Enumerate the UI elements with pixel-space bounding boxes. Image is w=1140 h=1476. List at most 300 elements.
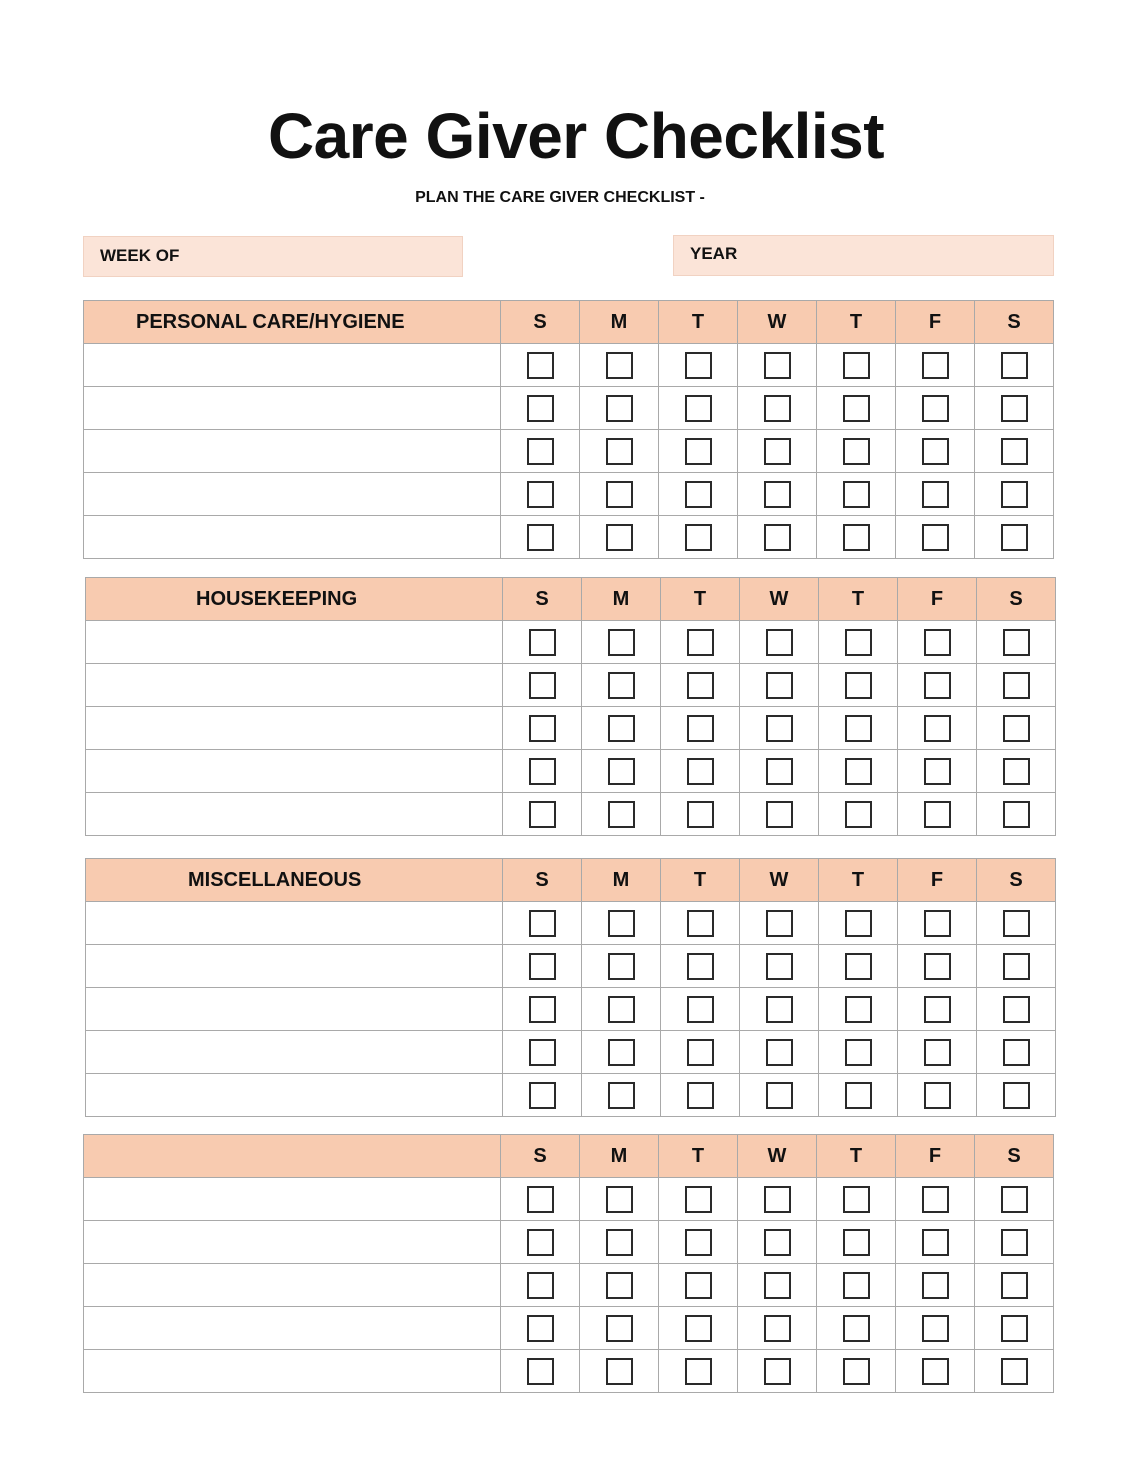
- day-cell: [817, 430, 896, 473]
- day-cell: [819, 707, 898, 750]
- day-checkbox[interactable]: [685, 1229, 712, 1256]
- day-checkbox[interactable]: [687, 1039, 714, 1066]
- day-checkbox[interactable]: [843, 1358, 870, 1385]
- day-cell: [582, 988, 661, 1031]
- day-header: M: [582, 578, 661, 621]
- day-cell: [896, 516, 975, 559]
- task-cell[interactable]: [86, 793, 503, 836]
- day-checkbox[interactable]: [845, 801, 872, 828]
- day-checkbox[interactable]: [1001, 438, 1028, 465]
- day-checkbox[interactable]: [843, 352, 870, 379]
- day-checkbox[interactable]: [845, 629, 872, 656]
- day-header: M: [582, 859, 661, 902]
- day-cell: [503, 1074, 582, 1117]
- table-row: [84, 1178, 1054, 1221]
- day-checkbox[interactable]: [766, 1039, 793, 1066]
- day-cell: [580, 1221, 659, 1264]
- day-checkbox[interactable]: [685, 1315, 712, 1342]
- page-title: Care Giver Checklist: [267, 100, 885, 172]
- day-header: W: [740, 859, 819, 902]
- day-header: W: [738, 1135, 817, 1178]
- day-checkbox[interactable]: [606, 481, 633, 508]
- day-checkbox[interactable]: [1003, 1039, 1030, 1066]
- day-checkbox[interactable]: [608, 910, 635, 937]
- day-cell: [740, 664, 819, 707]
- day-checkbox[interactable]: [843, 1186, 870, 1213]
- day-checkbox[interactable]: [685, 1186, 712, 1213]
- task-cell[interactable]: [86, 621, 503, 664]
- task-cell[interactable]: [84, 430, 501, 473]
- day-cell: [817, 387, 896, 430]
- day-cell: [503, 902, 582, 945]
- day-cell: [817, 1264, 896, 1307]
- week-of-field[interactable]: [83, 236, 463, 277]
- day-checkbox[interactable]: [608, 758, 635, 785]
- day-checkbox[interactable]: [1001, 1272, 1028, 1299]
- day-cell: [819, 750, 898, 793]
- day-cell: [740, 902, 819, 945]
- day-cell: [738, 1221, 817, 1264]
- table-row: [86, 621, 1056, 664]
- day-checkbox[interactable]: [685, 395, 712, 422]
- day-checkbox[interactable]: [845, 1039, 872, 1066]
- day-checkbox[interactable]: [843, 1272, 870, 1299]
- task-cell[interactable]: [86, 988, 503, 1031]
- day-checkbox[interactable]: [1003, 996, 1030, 1023]
- day-cell: [898, 750, 977, 793]
- day-checkbox[interactable]: [529, 1082, 556, 1109]
- day-checkbox[interactable]: [687, 910, 714, 937]
- day-checkbox[interactable]: [687, 629, 714, 656]
- day-cell: [501, 1178, 580, 1221]
- day-cell: [580, 516, 659, 559]
- day-checkbox[interactable]: [764, 395, 791, 422]
- day-cell: [740, 793, 819, 836]
- day-checkbox[interactable]: [924, 996, 951, 1023]
- day-cell: [817, 344, 896, 387]
- day-checkbox[interactable]: [527, 395, 554, 422]
- day-checkbox[interactable]: [922, 1186, 949, 1213]
- day-cell: [977, 1031, 1056, 1074]
- day-header: T: [659, 1135, 738, 1178]
- day-checkbox[interactable]: [922, 1358, 949, 1385]
- day-checkbox[interactable]: [766, 1082, 793, 1109]
- day-checkbox[interactable]: [527, 438, 554, 465]
- day-cell: [582, 750, 661, 793]
- day-header: M: [580, 301, 659, 344]
- day-checkbox[interactable]: [529, 758, 556, 785]
- day-cell: [896, 1221, 975, 1264]
- task-cell[interactable]: [86, 707, 503, 750]
- day-checkbox[interactable]: [845, 672, 872, 699]
- day-cell: [896, 473, 975, 516]
- day-cell: [501, 344, 580, 387]
- day-checkbox[interactable]: [687, 1082, 714, 1109]
- table-row: [86, 750, 1056, 793]
- day-cell: [975, 1307, 1054, 1350]
- day-cell: [896, 1264, 975, 1307]
- day-checkbox[interactable]: [529, 953, 556, 980]
- day-checkbox[interactable]: [922, 1315, 949, 1342]
- day-cell: [501, 1307, 580, 1350]
- day-cell: [659, 1221, 738, 1264]
- day-cell: [659, 430, 738, 473]
- day-checkbox[interactable]: [606, 438, 633, 465]
- year-field[interactable]: [673, 235, 1054, 276]
- task-cell[interactable]: [86, 1074, 503, 1117]
- day-cell: [582, 621, 661, 664]
- day-checkbox[interactable]: [687, 715, 714, 742]
- day-checkbox[interactable]: [766, 910, 793, 937]
- day-checkbox[interactable]: [922, 1272, 949, 1299]
- day-checkbox[interactable]: [1003, 758, 1030, 785]
- task-cell[interactable]: [84, 1178, 501, 1221]
- day-cell: [975, 1350, 1054, 1393]
- day-cell: [582, 945, 661, 988]
- day-cell: [738, 473, 817, 516]
- day-cell: [975, 516, 1054, 559]
- day-checkbox[interactable]: [764, 1358, 791, 1385]
- day-checkbox[interactable]: [1001, 524, 1028, 551]
- day-checkbox[interactable]: [606, 1229, 633, 1256]
- day-checkbox[interactable]: [924, 672, 951, 699]
- day-cell: [898, 988, 977, 1031]
- day-cell: [977, 945, 1056, 988]
- task-cell[interactable]: [84, 1307, 501, 1350]
- task-cell[interactable]: [86, 902, 503, 945]
- task-cell[interactable]: [86, 664, 503, 707]
- day-checkbox[interactable]: [922, 352, 949, 379]
- day-checkbox[interactable]: [606, 1358, 633, 1385]
- day-checkbox[interactable]: [527, 1315, 554, 1342]
- day-checkbox[interactable]: [527, 1229, 554, 1256]
- task-cell[interactable]: [84, 516, 501, 559]
- task-cell[interactable]: [84, 473, 501, 516]
- day-checkbox[interactable]: [685, 1358, 712, 1385]
- day-cell: [503, 793, 582, 836]
- day-checkbox[interactable]: [764, 524, 791, 551]
- day-checkbox[interactable]: [922, 524, 949, 551]
- day-checkbox[interactable]: [843, 1229, 870, 1256]
- day-checkbox[interactable]: [606, 395, 633, 422]
- day-cell: [740, 707, 819, 750]
- day-cell: [661, 793, 740, 836]
- day-cell: [659, 387, 738, 430]
- day-checkbox[interactable]: [1001, 352, 1028, 379]
- day-checkbox[interactable]: [845, 910, 872, 937]
- day-header: T: [661, 859, 740, 902]
- day-checkbox[interactable]: [606, 1315, 633, 1342]
- day-header: T: [659, 301, 738, 344]
- day-checkbox[interactable]: [764, 438, 791, 465]
- day-checkbox[interactable]: [1001, 1315, 1028, 1342]
- page-subtitle: PLAN THE CARE GIVER CHECKLIST -: [415, 189, 705, 206]
- day-cell: [503, 621, 582, 664]
- day-checkbox[interactable]: [1001, 395, 1028, 422]
- day-cell: [580, 1307, 659, 1350]
- day-cell: [819, 902, 898, 945]
- day-cell: [738, 516, 817, 559]
- task-cell[interactable]: [84, 1264, 501, 1307]
- table-row: [86, 664, 1056, 707]
- day-checkbox[interactable]: [529, 715, 556, 742]
- day-checkbox[interactable]: [606, 524, 633, 551]
- day-checkbox[interactable]: [529, 910, 556, 937]
- day-cell: [501, 473, 580, 516]
- day-cell: [503, 1031, 582, 1074]
- checklist-section: [85, 858, 1056, 1117]
- day-cell: [580, 1350, 659, 1393]
- day-checkbox[interactable]: [687, 758, 714, 785]
- day-cell: [977, 750, 1056, 793]
- day-header: S: [501, 301, 580, 344]
- day-checkbox[interactable]: [845, 715, 872, 742]
- day-checkbox[interactable]: [529, 801, 556, 828]
- day-checkbox[interactable]: [843, 481, 870, 508]
- day-cell: [501, 516, 580, 559]
- day-checkbox[interactable]: [608, 801, 635, 828]
- day-cell: [977, 707, 1056, 750]
- day-checkbox[interactable]: [608, 953, 635, 980]
- day-cell: [582, 902, 661, 945]
- day-checkbox[interactable]: [1003, 1082, 1030, 1109]
- day-checkbox[interactable]: [685, 352, 712, 379]
- day-checkbox[interactable]: [1001, 1186, 1028, 1213]
- table-row: [84, 387, 1054, 430]
- day-cell: [817, 516, 896, 559]
- day-checkbox[interactable]: [764, 1315, 791, 1342]
- day-cell: [661, 621, 740, 664]
- day-cell: [819, 621, 898, 664]
- table-row: [86, 988, 1056, 1031]
- day-cell: [503, 945, 582, 988]
- day-checkbox[interactable]: [843, 438, 870, 465]
- day-checkbox[interactable]: [529, 996, 556, 1023]
- day-checkbox[interactable]: [606, 352, 633, 379]
- day-cell: [582, 793, 661, 836]
- day-checkbox[interactable]: [527, 1272, 554, 1299]
- day-checkbox[interactable]: [922, 1229, 949, 1256]
- table-row: [84, 1264, 1054, 1307]
- day-checkbox[interactable]: [1003, 801, 1030, 828]
- table-row: [84, 344, 1054, 387]
- day-checkbox[interactable]: [606, 1186, 633, 1213]
- task-cell[interactable]: [84, 1221, 501, 1264]
- day-cell: [661, 1074, 740, 1117]
- day-cell: [898, 793, 977, 836]
- day-checkbox[interactable]: [764, 1272, 791, 1299]
- day-cell: [819, 988, 898, 1031]
- section-title: HOUSEKEEPING: [86, 578, 503, 621]
- day-cell: [977, 902, 1056, 945]
- day-checkbox[interactable]: [687, 801, 714, 828]
- day-cell: [659, 473, 738, 516]
- day-checkbox[interactable]: [608, 1039, 635, 1066]
- task-cell[interactable]: [84, 344, 501, 387]
- day-checkbox[interactable]: [764, 481, 791, 508]
- day-cell: [580, 473, 659, 516]
- day-header: S: [501, 1135, 580, 1178]
- day-cell: [580, 344, 659, 387]
- task-cell[interactable]: [84, 1350, 501, 1393]
- day-cell: [819, 793, 898, 836]
- day-cell: [819, 945, 898, 988]
- task-cell[interactable]: [86, 750, 503, 793]
- day-cell: [501, 387, 580, 430]
- day-checkbox[interactable]: [845, 953, 872, 980]
- day-cell: [896, 1178, 975, 1221]
- day-cell: [580, 387, 659, 430]
- day-checkbox[interactable]: [687, 996, 714, 1023]
- day-checkbox[interactable]: [845, 1082, 872, 1109]
- day-checkbox[interactable]: [685, 1272, 712, 1299]
- day-checkbox[interactable]: [924, 758, 951, 785]
- day-checkbox[interactable]: [924, 629, 951, 656]
- day-checkbox[interactable]: [527, 1186, 554, 1213]
- day-checkbox[interactable]: [922, 481, 949, 508]
- day-checkbox[interactable]: [527, 1358, 554, 1385]
- day-cell: [898, 621, 977, 664]
- day-checkbox[interactable]: [1001, 1358, 1028, 1385]
- day-header: S: [977, 578, 1056, 621]
- day-cell: [896, 430, 975, 473]
- day-header: F: [898, 859, 977, 902]
- day-cell: [738, 1350, 817, 1393]
- day-cell: [738, 1178, 817, 1221]
- section-title: [84, 1135, 501, 1178]
- day-cell: [659, 1178, 738, 1221]
- day-cell: [817, 1307, 896, 1350]
- day-checkbox[interactable]: [766, 801, 793, 828]
- day-checkbox[interactable]: [527, 481, 554, 508]
- day-checkbox[interactable]: [1003, 629, 1030, 656]
- day-header: F: [898, 578, 977, 621]
- day-checkbox[interactable]: [1001, 1229, 1028, 1256]
- day-checkbox[interactable]: [764, 352, 791, 379]
- day-checkbox[interactable]: [1003, 953, 1030, 980]
- day-cell: [819, 1074, 898, 1117]
- day-checkbox[interactable]: [764, 1186, 791, 1213]
- day-checkbox[interactable]: [527, 524, 554, 551]
- day-cell: [898, 945, 977, 988]
- day-checkbox[interactable]: [687, 953, 714, 980]
- day-cell: [659, 516, 738, 559]
- day-checkbox[interactable]: [529, 672, 556, 699]
- day-cell: [501, 430, 580, 473]
- table-row: [86, 793, 1056, 836]
- day-cell: [582, 1074, 661, 1117]
- day-header: S: [977, 859, 1056, 902]
- table-row: [86, 945, 1056, 988]
- day-checkbox[interactable]: [1003, 910, 1030, 937]
- day-cell: [503, 988, 582, 1031]
- day-checkbox[interactable]: [1003, 715, 1030, 742]
- day-cell: [817, 1221, 896, 1264]
- day-checkbox[interactable]: [685, 524, 712, 551]
- day-checkbox[interactable]: [764, 1229, 791, 1256]
- day-checkbox[interactable]: [687, 672, 714, 699]
- day-checkbox[interactable]: [529, 629, 556, 656]
- day-checkbox[interactable]: [766, 672, 793, 699]
- day-header: T: [661, 578, 740, 621]
- day-checkbox[interactable]: [766, 953, 793, 980]
- day-cell: [740, 1031, 819, 1074]
- task-cell[interactable]: [84, 387, 501, 430]
- day-checkbox[interactable]: [922, 438, 949, 465]
- day-checkbox[interactable]: [924, 801, 951, 828]
- day-checkbox[interactable]: [1003, 672, 1030, 699]
- day-checkbox[interactable]: [766, 758, 793, 785]
- day-cell: [580, 430, 659, 473]
- day-checkbox[interactable]: [766, 996, 793, 1023]
- day-cell: [738, 344, 817, 387]
- day-cell: [661, 945, 740, 988]
- table-row: [84, 473, 1054, 516]
- day-cell: [740, 1074, 819, 1117]
- day-header: S: [975, 1135, 1054, 1178]
- day-cell: [977, 621, 1056, 664]
- day-checkbox[interactable]: [922, 395, 949, 422]
- day-header: T: [819, 859, 898, 902]
- day-checkbox[interactable]: [606, 1272, 633, 1299]
- day-checkbox[interactable]: [924, 1039, 951, 1066]
- day-checkbox[interactable]: [608, 715, 635, 742]
- day-cell: [582, 707, 661, 750]
- day-checkbox[interactable]: [924, 715, 951, 742]
- day-header: S: [503, 578, 582, 621]
- day-cell: [740, 621, 819, 664]
- day-cell: [661, 902, 740, 945]
- day-checkbox[interactable]: [845, 758, 872, 785]
- day-cell: [659, 344, 738, 387]
- day-checkbox[interactable]: [685, 438, 712, 465]
- day-cell: [661, 988, 740, 1031]
- day-checkbox[interactable]: [924, 1082, 951, 1109]
- day-checkbox[interactable]: [685, 481, 712, 508]
- day-checkbox[interactable]: [843, 1315, 870, 1342]
- task-cell[interactable]: [86, 1031, 503, 1074]
- day-cell: [975, 1221, 1054, 1264]
- day-checkbox[interactable]: [843, 524, 870, 551]
- day-checkbox[interactable]: [608, 1082, 635, 1109]
- day-checkbox[interactable]: [608, 672, 635, 699]
- day-cell: [817, 473, 896, 516]
- day-header: T: [817, 1135, 896, 1178]
- day-checkbox[interactable]: [766, 629, 793, 656]
- task-cell[interactable]: [86, 945, 503, 988]
- day-cell: [659, 1264, 738, 1307]
- day-checkbox[interactable]: [529, 1039, 556, 1066]
- day-header: T: [817, 301, 896, 344]
- day-cell: [501, 1221, 580, 1264]
- day-checkbox[interactable]: [766, 715, 793, 742]
- day-cell: [661, 750, 740, 793]
- day-checkbox[interactable]: [843, 395, 870, 422]
- day-checkbox[interactable]: [1001, 481, 1028, 508]
- day-checkbox[interactable]: [924, 910, 951, 937]
- day-checkbox[interactable]: [845, 996, 872, 1023]
- day-header: F: [896, 1135, 975, 1178]
- day-cell: [819, 664, 898, 707]
- day-cell: [975, 1178, 1054, 1221]
- day-cell: [817, 1178, 896, 1221]
- checklist-section: [83, 1134, 1054, 1393]
- day-checkbox[interactable]: [924, 953, 951, 980]
- day-checkbox[interactable]: [608, 629, 635, 656]
- section-title: MISCELLANEOUS: [86, 859, 503, 902]
- day-checkbox[interactable]: [527, 352, 554, 379]
- day-checkbox[interactable]: [608, 996, 635, 1023]
